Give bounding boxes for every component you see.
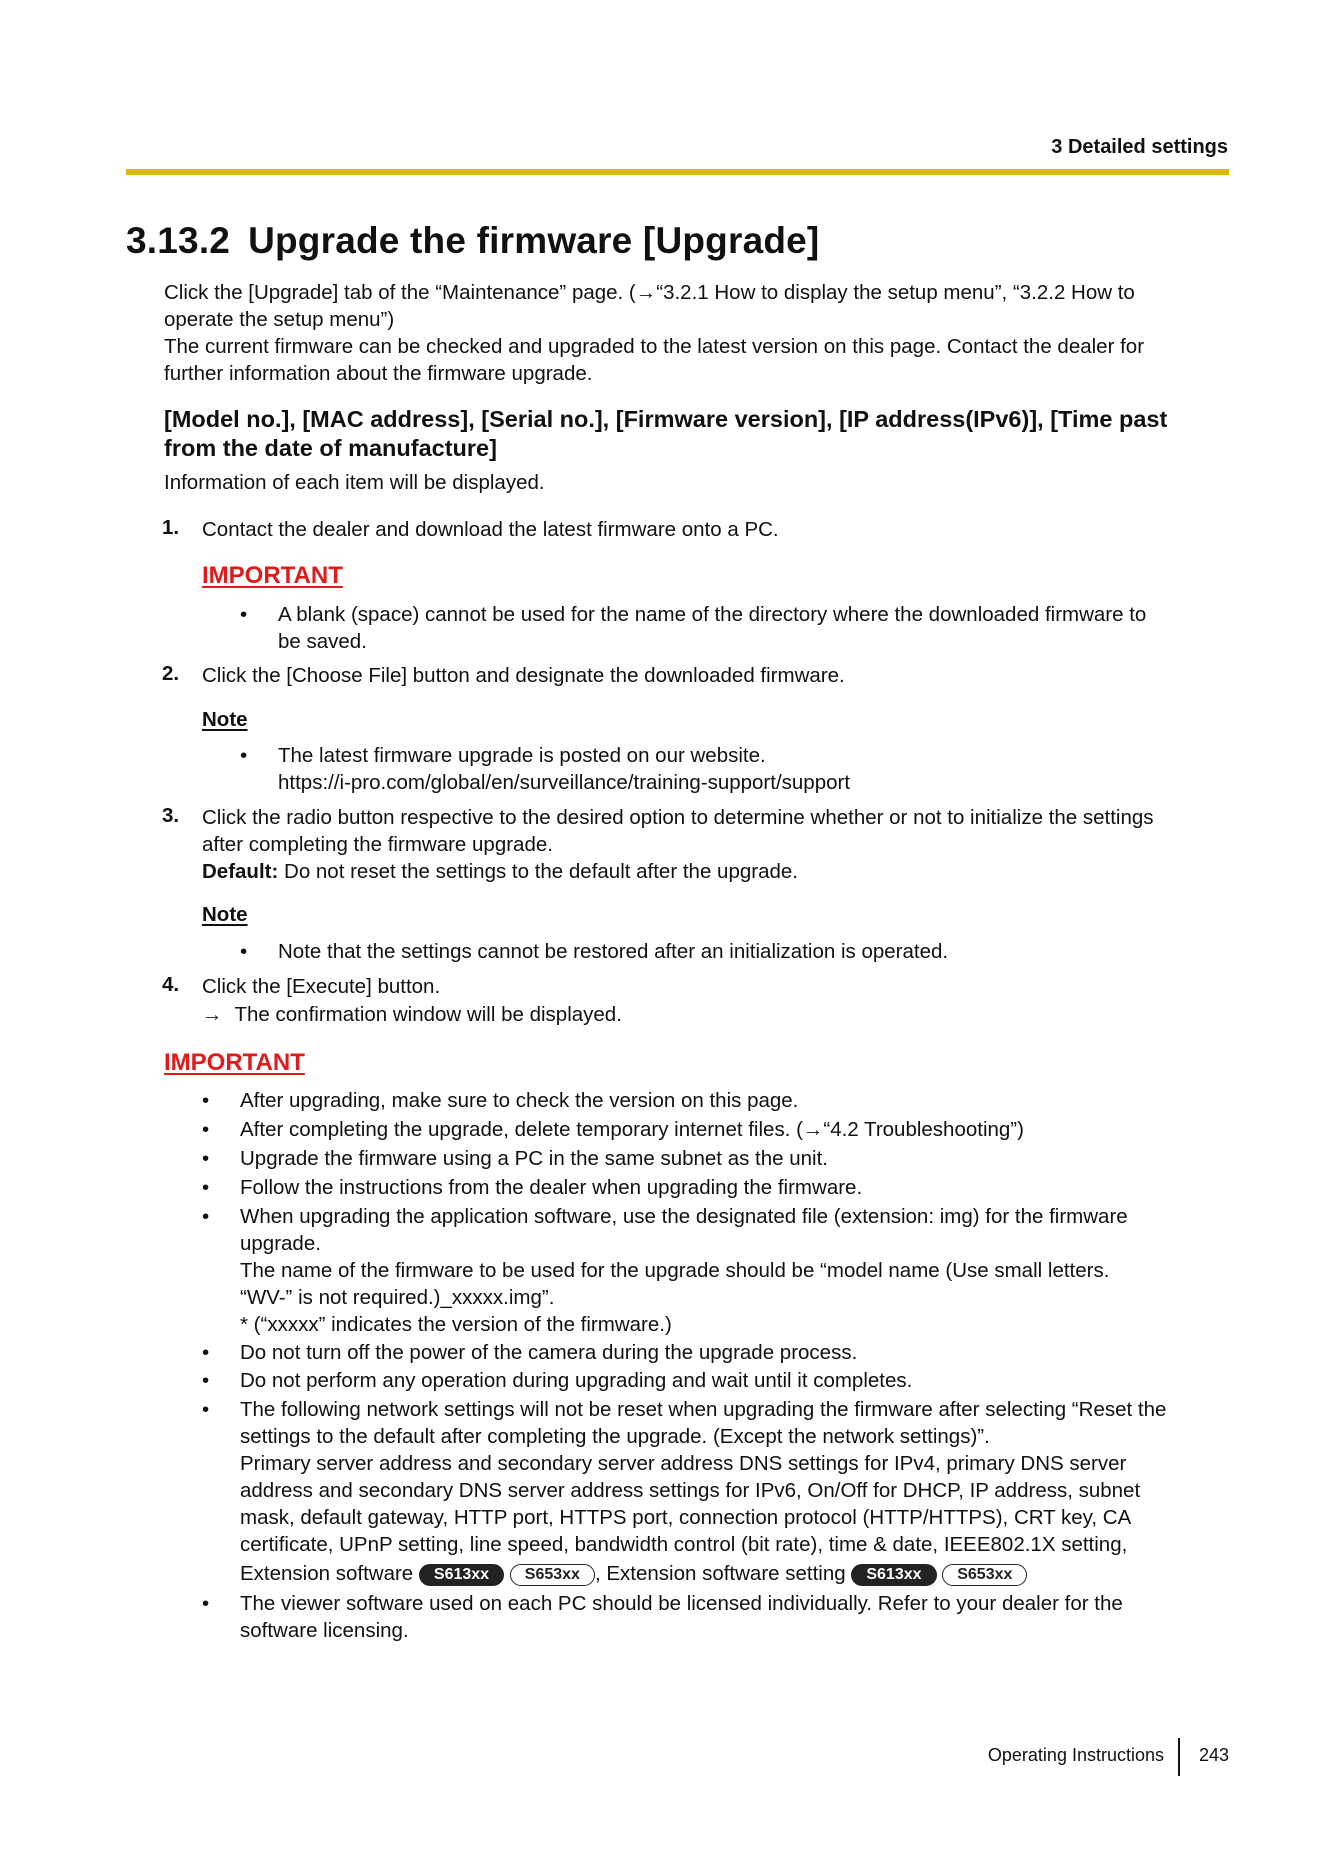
bullet-dot: • (202, 1089, 210, 1112)
step-result (202, 1001, 622, 1028)
bullet-line: https://i-pro.com/global/en/surveillance/training-support/support (278, 771, 851, 794)
bullet-item (202, 1087, 1232, 1114)
arrow-icon: → (202, 1003, 223, 1026)
intro-line: operate the setup menu”) (164, 308, 395, 331)
item-heading-line: from the date of manufacture] (164, 435, 497, 461)
default-line (202, 858, 1234, 885)
item-description: Information of each item will be displayed. (164, 471, 545, 494)
bullet-item (202, 1396, 1232, 1586)
bullet-item (202, 1339, 1232, 1366)
model-badge-s653xx: S653xx (510, 1564, 595, 1586)
bullet-line: The latest firmware upgrade is posted on our website. (278, 744, 766, 767)
item-heading-line: [Model no.], [MAC address], [Serial no.], [Firmware version], [IP address(IPv6)], [Time past (164, 406, 1168, 432)
bullet-text (240, 1590, 1240, 1644)
bullet-dot: • (240, 744, 248, 767)
extension-software-text: Extension software (240, 1562, 419, 1585)
bullet-line: When upgrading the application software, use the designated file (extension: img) for the firmware (240, 1205, 1128, 1228)
bullet-line: upgrade. (240, 1232, 321, 1255)
step-line: after completing the firmware upgrade. (202, 833, 553, 856)
bullet-text: After upgrading, make sure to check the version on this page. (240, 1089, 799, 1112)
bullet-dot: • (202, 1398, 210, 1421)
bullet-line: “WV-” is not required.)_xxxxx.img”. (240, 1286, 555, 1309)
default-value: Do not reset the settings to the default after the upgrade. (278, 860, 798, 883)
step-text: Click the [Execute] button. (202, 975, 441, 998)
chapter-header: 3 Detailed settings (1051, 136, 1228, 158)
bullet-text: Do not turn off the power of the camera during the upgrade process. (240, 1341, 858, 1364)
bullet-text: Follow the instructions from the dealer when upgrading the firmware. (240, 1176, 863, 1199)
note-label: Note (202, 708, 248, 731)
bullet-item (202, 1116, 1232, 1143)
bullet-text (240, 1203, 1240, 1338)
step-text (202, 804, 1234, 885)
bullet-line: address and secondary DNS server address settings for IPv6, On/Off for DHCP, IP address, subnet (240, 1479, 1141, 1502)
default-label: Default: (202, 860, 279, 883)
bullet-item (202, 1145, 1232, 1172)
bullet-item (202, 1367, 1232, 1394)
bullet-item (240, 742, 1240, 796)
section-title-text: Upgrade the firmware [Upgrade] (248, 220, 820, 261)
extension-setting-text: , Extension software setting (594, 1562, 852, 1585)
bullet-line: certificate, UPnP setting, line speed, bandwidth control (bit rate), time & date, IEEE802.1X setting, (240, 1533, 1128, 1556)
bullet-line: be saved. (278, 630, 367, 653)
bullet-text (240, 1396, 1240, 1587)
bullet-text: After completing the upgrade, delete temporary internet files. (→“4.2 Troubleshooting”) (240, 1118, 1024, 1141)
bullet-dot: • (202, 1205, 210, 1228)
bullet-line: The name of the firmware to be used for the upgrade should be “model name (Use small letters. (240, 1259, 1110, 1282)
bullet-line: A blank (space) cannot be used for the name of the directory where the downloaded firmware to (278, 603, 1147, 626)
bullet-item (202, 1203, 1232, 1338)
model-badge-s613xx: S613xx (419, 1564, 504, 1586)
model-badge-s613xx: S613xx (851, 1564, 936, 1586)
bullet-dot: • (202, 1176, 210, 1199)
model-badge-s653xx: S653xx (942, 1564, 1027, 1586)
intro-paragraph (164, 279, 1234, 387)
step-number: 2. (162, 662, 180, 685)
bullet-line: * (“xxxxx” indicates the version of the firmware.) (240, 1313, 672, 1336)
footer-label: Operating Instructions (987, 1745, 1164, 1765)
bullet-line: The following network settings will not be reset when upgrading the firmware after selecting “Reset the (240, 1398, 1167, 1421)
bullet-line: settings to the default after completing the upgrade. (Except the network settings)”. (240, 1425, 990, 1448)
footer-divider (1178, 1738, 1180, 1776)
important-label: IMPORTANT (164, 1049, 305, 1076)
step-number: 4. (162, 973, 180, 996)
step-number: 3. (162, 804, 180, 827)
bullet-dot: • (202, 1147, 210, 1170)
step-text: Click the [Choose File] button and designate the downloaded firmware. (202, 664, 845, 687)
intro-line: further information about the firmware upgrade. (164, 362, 593, 385)
bullet-item (240, 601, 1240, 655)
bullet-dot: • (202, 1369, 210, 1392)
bullet-dot: • (202, 1592, 210, 1615)
bullet-text (278, 601, 1238, 655)
bullet-item (202, 1174, 1232, 1201)
header-rule (126, 169, 1229, 175)
note-label: Note (202, 903, 248, 926)
bullet-item (202, 1590, 1232, 1644)
bullet-dot: • (240, 603, 248, 626)
step-text: Contact the dealer and download the latest firmware onto a PC. (202, 518, 779, 541)
step-result-text: The confirmation window will be displayed. (234, 1003, 622, 1026)
item-heading (164, 405, 1234, 463)
bullet-dot: • (202, 1118, 210, 1141)
bullet-dot: • (202, 1341, 210, 1364)
intro-line: Click the [Upgrade] tab of the “Maintenance” page. (→“3.2.1 How to display the setup menu”, “3.2.2 How to (164, 281, 1135, 304)
bullet-line: software licensing. (240, 1619, 409, 1642)
intro-line: The current firmware can be checked and upgraded to the latest version on this page. Contact the dealer for (164, 335, 1145, 358)
section-title (126, 220, 819, 262)
bullet-text: Upgrade the firmware using a PC in the same subnet as the unit. (240, 1147, 828, 1170)
bullet-text: Do not perform any operation during upgrading and wait until it completes. (240, 1369, 913, 1392)
step-number: 1. (162, 516, 180, 539)
bullet-dot: • (240, 940, 248, 963)
extension-line (240, 1560, 1240, 1587)
bullet-line: The viewer software used on each PC should be licensed individually. Refer to your dealer for the (240, 1592, 1123, 1615)
important-label: IMPORTANT (202, 562, 343, 589)
page-number: 243 (1199, 1745, 1230, 1765)
step-line: Click the radio button respective to the desired option to determine whether or not to initialize the settings (202, 806, 1154, 829)
bullet-item (240, 938, 1240, 965)
bullet-text (278, 742, 1238, 796)
section-number: 3.13.2 (126, 220, 231, 261)
bullet-line: mask, default gateway, HTTP port, HTTPS port, connection protocol (HTTP/HTTPS), CRT key, CA (240, 1506, 1132, 1529)
bullet-text: Note that the settings cannot be restored after an initialization is operated. (278, 940, 949, 963)
bullet-line: Primary server address and secondary server address DNS settings for IPv4, primary DNS server (240, 1452, 1127, 1475)
